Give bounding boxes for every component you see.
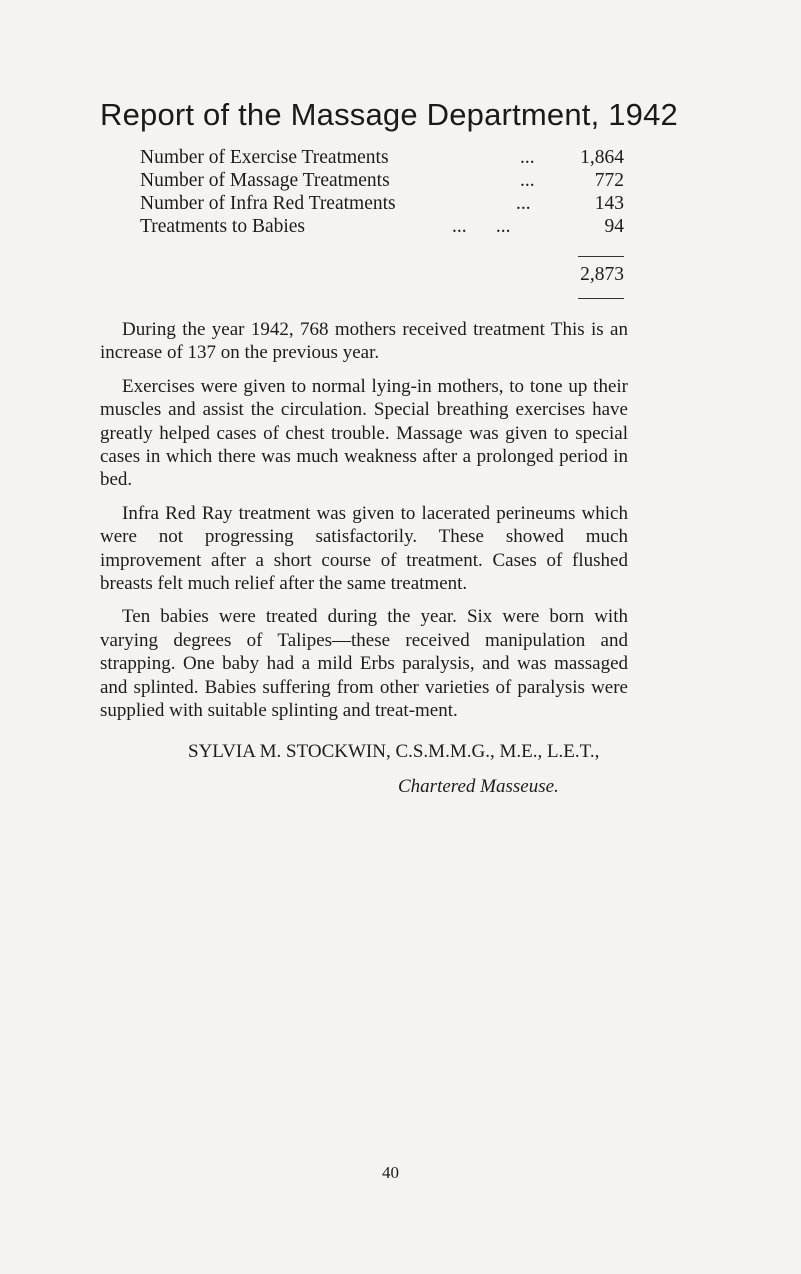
total-rule-bottom [578, 298, 624, 299]
stat-value: 772 [594, 170, 624, 191]
stat-label: Number of Massage Treatments [140, 170, 390, 191]
treatments-total: 2,873 [580, 264, 624, 285]
stat-value: 94 [604, 216, 624, 237]
stat-label: Number of Infra Red Treatments [140, 193, 396, 214]
stat-value: 143 [594, 193, 624, 214]
stat-row-massage [140, 169, 640, 192]
total-rule-top [578, 256, 624, 257]
signature-name: SYLVIA M. STOCKWIN, C.S.M.M.G., M.E., L.E.T., [188, 741, 600, 762]
paragraph: Exercises were given to normal lying-in mothers, to tone up their muscles and assist the circulation. Special breathing exercises have greatly helped cases of chest trouble. Massage was given to special cases in which there was much weakness after a prolonged period in bed. [100, 375, 628, 491]
stat-value: 1,864 [580, 147, 624, 168]
treatment-statistics [140, 146, 640, 238]
stat-row-infra-red [140, 192, 640, 215]
stat-label: Number of Exercise Treatments [140, 147, 389, 168]
paragraph: Infra Red Ray treatment was given to lacerated perineums which were not progressing satisfactorily. These showed much improvement after a short course of treatment. Cases of flushed breasts felt much relief after the same treatment. [100, 502, 628, 595]
stat-row-babies [140, 215, 640, 238]
signature-role: Chartered Masseuse. [398, 776, 559, 797]
stat-row-exercise [140, 146, 640, 169]
stat-label: Treatments to Babies [140, 216, 306, 237]
report-body [100, 318, 628, 733]
leader-dots: ... [516, 193, 531, 214]
leader-dots: ... ... [452, 216, 511, 237]
paragraph: Ten babies were treated during the year. Six were born with varying degrees of Talipes—these received manipulation and strapping. One baby had a mild Erbs paralysis, and was massaged and splinted. Babies suffering from other varieties of paralysis were supplied with suitable splinting and treat-ment. [100, 606, 628, 722]
paragraph: During the year 1942, 768 mothers received treatment This is an increase of 137 on the previous year. [100, 319, 628, 364]
leader-dots: ... [520, 170, 535, 191]
page-number: 40 [382, 1163, 399, 1182]
leader-dots: ... [520, 147, 535, 168]
report-title: Report of the Massage Department, 1942 [100, 97, 678, 132]
